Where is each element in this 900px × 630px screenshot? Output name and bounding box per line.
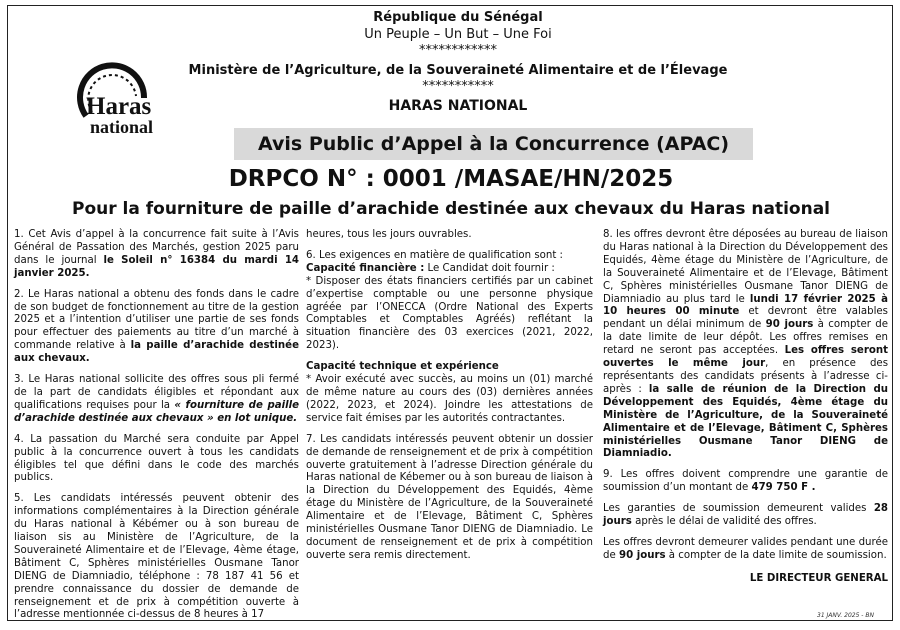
column-2 — [306, 229, 593, 571]
logo-text-haras: Haras — [86, 93, 152, 120]
paragraph-6: 6. Les exigences en matière de qualification sont : — [306, 249, 563, 261]
paragraph-guarantee: Les garanties de soumission demeurent valides 28 jours après le délai de validité des offres. — [603, 503, 888, 528]
technical-requirement: * Avoir exécuté avec succès, au moins un (01) marché de même nature au cours des (03) dernières années (2022, 2023, et 2024). Joindre les attestations de service fait émises par les autorités contractantes. — [306, 374, 593, 424]
paragraph-8: 8. les offres devront être déposées au bureau de liaison du Haras national à la Direction du Développement des Equidés, 4ème étage du Ministère de l’Agriculture, de la Souveraineté Alimentaire et de l’Elevage, Bâtiment C, Sphères ministérielles Ousmane Tanor DIENG de Diamniadio au plus tard le lundi 17 février 2025 à 10 heures 00 minute et devront être valables pendant un délai minimum de 90 jours à compter de la date limite de leur dépôt. Les offres remises en retard ne seront pas acceptées. Les offres seront ouvertes le même jour, en présence des représentants des candidats présents à l’adresse ci-après : la salle de réunion de la Direction du Développement des Equidés, 4ème étage du Ministère de l’Agriculture, de la Souveraineté Alimentaire et de l’Elevage, Bâtiment C, Sphères ministérielles Ousmane Tanor DIENG de Diamniadio. — [603, 229, 888, 460]
header-org: HARAS NATIONAL — [388, 98, 528, 114]
paragraph-2: 2. Le Haras national a obtenu des fonds dans le cadre de son budget de fonctionnement au titre de la gestion 2025 et a l’intention d’utiliser une partie de ses fonds pour effectuer des paiements au titre d’un marché à commande relative à la paille d’arachide destinée aux chevaux. — [14, 288, 299, 365]
notice-reference: DRPCO N° : 0001 /MASAE/HN/2025 — [228, 166, 674, 192]
paragraph-7: 7. Les candidats intéressés peuvent obtenir un dossier de demande de renseignement et de prix à compétition ouverte gratuitement à l’adresse Direction générale du Haras national de Kébemer ou à son bureau de liaison à la Direction du Développement des Equidés, 4ème étage du Ministère de l’Agriculture, de la Souveraineté Alimentaire et de l’Elevage, Bâtiment C, Sphères ministérielles Ousmane Tanor DIENG de Diamniadio. Le document de renseignement et de prix à compétition ouverte sera remis directement. — [306, 433, 593, 561]
notice-subject: Pour la fourniture de paille d’arachide destinée aux chevaux du Haras national — [71, 199, 831, 219]
financial-capacity: Capacité financière : Le Candidat doit fournir : — [306, 262, 555, 274]
logo-text-national: national — [90, 117, 154, 137]
paragraph-5-end: heures, tous les jours ouvrables. — [306, 229, 472, 240]
column-1 — [14, 229, 299, 630]
paragraph-1: 1. Cet Avis d’appel à la concurrence fait suite à l’Avis Général de Passation des Marchés, gestion 2025 paru dans le journal le Soleil n° 16384 du mardi 14 janvier 2025. — [14, 229, 299, 279]
paragraph-9: 9. Les offres doivent comprendre une garantie de soumission d’un montant de 479 750 F . — [603, 469, 888, 494]
column-3 — [603, 229, 888, 586]
paragraph-3: 3. Le Haras national sollicite des offres sous pli fermé de la part de candidats éligibles et répondant aux qualifications requises pour la « fourniture de paille d’arachide destinée aux chevaux » en lot unique. — [14, 374, 300, 424]
paragraph-4: 4. La passation du Marché sera conduite par Appel public à la concurrence ouvert à tous les candidats éligibles tel que défini dans le code des marchés publics. — [14, 433, 299, 484]
technical-capacity-label: Capacité technique et expérience — [306, 361, 499, 373]
paragraph-validity: Les offres devront demeurer valides pendant une durée de 90 jours à compter de la date limite de soumission. — [603, 536, 888, 561]
header-motto: Un Peuple – Un But – Une Foi — [364, 27, 552, 42]
publication-stamp: 31 JANV. 2025 - BN — [817, 612, 874, 619]
signature: LE DIRECTEUR GENERAL — [749, 572, 888, 584]
header-ministry: Ministère de l’Agriculture, de la Souveraineté Alimentaire et de l’Élevage — [188, 63, 728, 78]
haras-national-logo — [56, 46, 166, 138]
notice-title: Avis Public d’Appel à la Concurrence (APAC) — [234, 128, 753, 160]
financial-requirement: * Disposer des états financiers certifiés par un cabinet d’expertise comptable ou une personne physique agréée par l’ONECCA (Ordre National des Experts Comptables et Comptables Agréés) reflétant la situation financière des 03 exercices (2021, 2022, 2023). — [306, 275, 593, 352]
notice-page — [7, 5, 893, 621]
header-country: République du Sénégal — [373, 10, 543, 25]
header-stars-1: ************ — [419, 43, 497, 58]
header-stars-2: *********** — [422, 79, 494, 94]
paragraph-5: 5. Les candidats intéressés peuvent obtenir des informations complémentaires à la Direction générale du Haras national à Kébémer ou à son bureau de liaison sis au Ministère de l’Agriculture, de la Souveraineté Alimentaire et de l’Elevage, 4ème étage, Bâtiment C, Sphères ministérielles Ousmane Tanor DIENG de Diamniadio, téléphone : 78 187 41 56 et prendre connaissance du dossier de demande de renseignement et de prix à compétition ouverte à l’adresse mentionnée ci-dessus de 8 heures à 17 — [14, 493, 299, 621]
